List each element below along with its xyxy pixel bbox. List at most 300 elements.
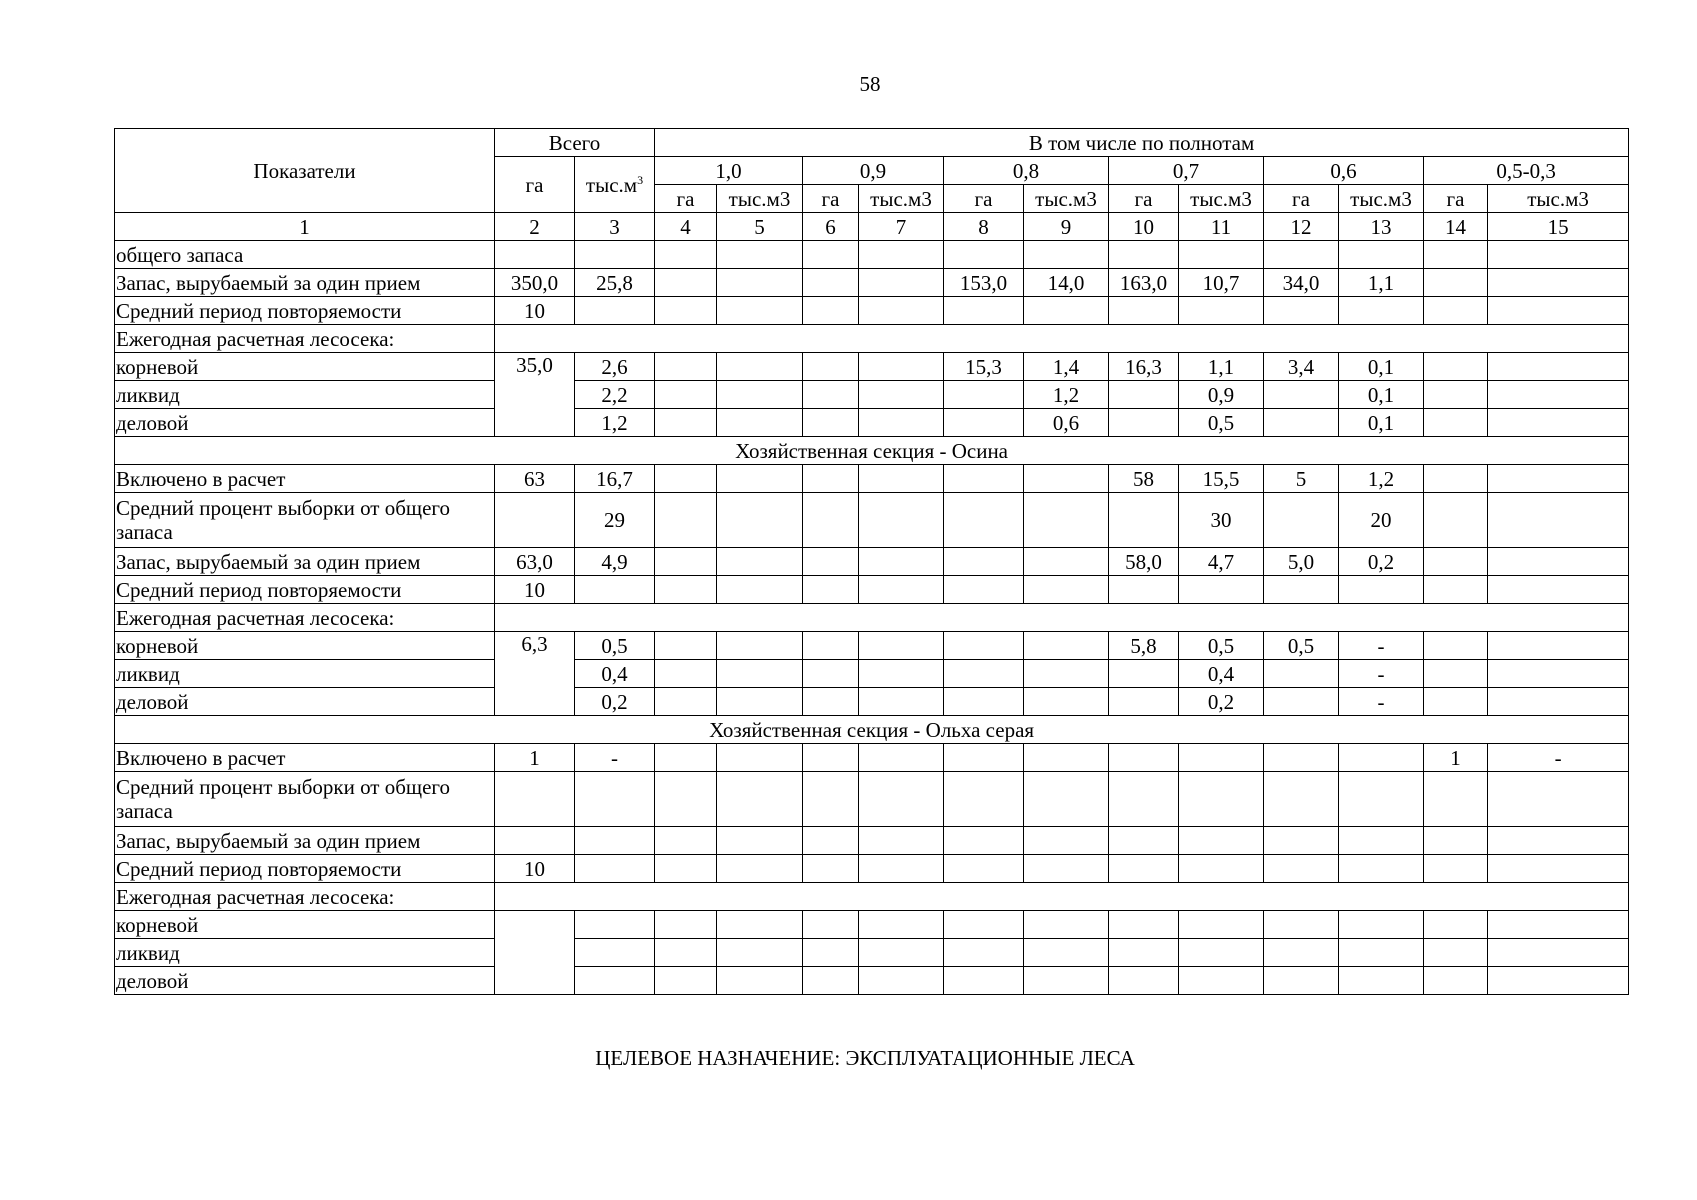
unit-thous-m3: тыс.м3 bbox=[859, 185, 944, 213]
table-cell: 0,2 bbox=[1179, 688, 1264, 716]
table-cell bbox=[1024, 772, 1109, 827]
table-cell bbox=[1179, 576, 1264, 604]
column-number: 8 bbox=[944, 213, 1024, 241]
table-cell bbox=[1488, 772, 1629, 827]
table-cell bbox=[1179, 939, 1264, 967]
table-cell bbox=[1109, 744, 1179, 772]
table-cell: 1,2 bbox=[1339, 465, 1424, 493]
table-cell bbox=[575, 576, 655, 604]
table-cell bbox=[1109, 967, 1179, 995]
table-cell bbox=[1424, 465, 1488, 493]
table-cell: 1,4 bbox=[1024, 353, 1109, 381]
table-cell bbox=[1024, 744, 1109, 772]
table-cell bbox=[944, 381, 1024, 409]
table-cell: 0,1 bbox=[1339, 409, 1424, 437]
table-cell bbox=[1488, 576, 1629, 604]
table-cell: 1,1 bbox=[1339, 269, 1424, 297]
table-cell bbox=[717, 855, 803, 883]
table-cell: 14,0 bbox=[1024, 269, 1109, 297]
table-cell: - bbox=[1339, 632, 1424, 660]
table-cell bbox=[859, 381, 944, 409]
row-label: Средний процент выборки от общего запаса bbox=[115, 493, 495, 548]
unit-thous-m3: тыс.м3 bbox=[717, 185, 803, 213]
table-cell bbox=[717, 827, 803, 855]
table-cell: 2,2 bbox=[575, 381, 655, 409]
table-cell bbox=[717, 967, 803, 995]
table-cell bbox=[1264, 827, 1339, 855]
table-cell: 20 bbox=[1339, 493, 1424, 548]
table-cell bbox=[575, 297, 655, 325]
row-label: Средний период повторяемости bbox=[115, 855, 495, 883]
table-cell bbox=[1264, 688, 1339, 716]
table-row bbox=[115, 967, 1629, 995]
table-cell bbox=[717, 660, 803, 688]
table-cell bbox=[655, 241, 717, 269]
table-cell: 6,3 bbox=[495, 632, 575, 716]
table-cell: 1,2 bbox=[575, 409, 655, 437]
table-row bbox=[115, 772, 1629, 827]
header-indicators: Показатели bbox=[115, 129, 495, 213]
table-cell bbox=[1339, 911, 1424, 939]
table-cell: 30 bbox=[1179, 493, 1264, 548]
table-cell bbox=[1179, 772, 1264, 827]
table-cell bbox=[1179, 827, 1264, 855]
table-cell: 3,4 bbox=[1264, 353, 1339, 381]
table-cell bbox=[859, 911, 944, 939]
table-cell bbox=[1024, 967, 1109, 995]
table-cell bbox=[803, 855, 859, 883]
table-cell bbox=[859, 409, 944, 437]
table-cell bbox=[1424, 911, 1488, 939]
column-number: 2 bbox=[495, 213, 575, 241]
table-cell: 25,8 bbox=[575, 269, 655, 297]
table-cell bbox=[1264, 409, 1339, 437]
table-cell bbox=[495, 911, 575, 995]
table-cell bbox=[1339, 855, 1424, 883]
row-spacer bbox=[495, 325, 1629, 353]
table-cell bbox=[655, 967, 717, 995]
table-cell bbox=[1424, 939, 1488, 967]
unit-thous-m3: тыс.м3 bbox=[1488, 185, 1629, 213]
table-cell: 63,0 bbox=[495, 548, 575, 576]
table-cell bbox=[1179, 967, 1264, 995]
table-cell: 34,0 bbox=[1264, 269, 1339, 297]
table-cell: - bbox=[1339, 660, 1424, 688]
table-cell bbox=[1179, 241, 1264, 269]
table-cell bbox=[1024, 548, 1109, 576]
table-cell bbox=[1339, 241, 1424, 269]
table-cell bbox=[655, 660, 717, 688]
table-cell bbox=[859, 269, 944, 297]
table-cell bbox=[1488, 660, 1629, 688]
table-cell bbox=[717, 911, 803, 939]
table-cell bbox=[944, 493, 1024, 548]
table-cell bbox=[1424, 967, 1488, 995]
table-cell bbox=[1424, 660, 1488, 688]
table-cell bbox=[944, 967, 1024, 995]
column-number: 15 bbox=[1488, 213, 1629, 241]
table-cell: 163,0 bbox=[1109, 269, 1179, 297]
table-cell bbox=[859, 632, 944, 660]
table-row bbox=[115, 883, 1629, 911]
table-cell: 153,0 bbox=[944, 269, 1024, 297]
section-header-row bbox=[115, 437, 1629, 465]
table-cell: 63 bbox=[495, 465, 575, 493]
table-cell bbox=[655, 409, 717, 437]
table-row bbox=[115, 325, 1629, 353]
table-cell bbox=[717, 297, 803, 325]
table-cell bbox=[1109, 772, 1179, 827]
table-cell bbox=[803, 744, 859, 772]
table-cell bbox=[495, 772, 575, 827]
row-label: Ежегодная расчетная лесосека: bbox=[115, 883, 495, 911]
table-cell bbox=[803, 632, 859, 660]
column-number: 12 bbox=[1264, 213, 1339, 241]
table-cell: 1,1 bbox=[1179, 353, 1264, 381]
table-cell bbox=[859, 493, 944, 548]
row-label: Средний период повторяемости bbox=[115, 297, 495, 325]
table-cell bbox=[944, 772, 1024, 827]
table-cell bbox=[655, 381, 717, 409]
table-cell bbox=[1024, 632, 1109, 660]
table-cell: 29 bbox=[575, 493, 655, 548]
table-cell bbox=[1179, 297, 1264, 325]
table-cell bbox=[1109, 660, 1179, 688]
table-cell bbox=[1264, 493, 1339, 548]
row-spacer bbox=[495, 883, 1629, 911]
table-cell bbox=[1488, 297, 1629, 325]
unit-ha: га bbox=[1109, 185, 1179, 213]
table-cell bbox=[944, 576, 1024, 604]
table-cell bbox=[944, 827, 1024, 855]
table-cell bbox=[803, 269, 859, 297]
table-cell bbox=[655, 465, 717, 493]
table-cell: 10 bbox=[495, 297, 575, 325]
table-row bbox=[115, 688, 1629, 716]
table-cell bbox=[1024, 911, 1109, 939]
table-cell bbox=[944, 911, 1024, 939]
column-number: 7 bbox=[859, 213, 944, 241]
table-cell bbox=[1109, 241, 1179, 269]
row-label: Включено в расчет bbox=[115, 465, 495, 493]
table-cell bbox=[655, 827, 717, 855]
table-cell: - bbox=[1339, 688, 1424, 716]
table-cell bbox=[717, 772, 803, 827]
table-cell bbox=[1264, 967, 1339, 995]
table-cell bbox=[1109, 381, 1179, 409]
table-cell: 5 bbox=[1264, 465, 1339, 493]
table-row bbox=[115, 409, 1629, 437]
row-label: ликвид bbox=[115, 939, 495, 967]
unit-thous-m3: тыс.м3 bbox=[1024, 185, 1109, 213]
table-cell bbox=[859, 576, 944, 604]
table-cell bbox=[1264, 772, 1339, 827]
table-cell bbox=[1488, 967, 1629, 995]
table-cell bbox=[1424, 827, 1488, 855]
table-cell bbox=[859, 353, 944, 381]
table-cell: 1 bbox=[1424, 744, 1488, 772]
table-cell bbox=[717, 465, 803, 493]
table-cell: 4,7 bbox=[1179, 548, 1264, 576]
table-row bbox=[115, 911, 1629, 939]
table-cell bbox=[655, 576, 717, 604]
column-number: 13 bbox=[1339, 213, 1424, 241]
table-row bbox=[115, 855, 1629, 883]
table-cell bbox=[1339, 744, 1424, 772]
footer-title: ЦЕЛЕВОЕ НАЗНАЧЕНИЕ: ЭКСПЛУАТАЦИОННЫЕ ЛЕСА bbox=[595, 1046, 1135, 1070]
table-cell: - bbox=[1488, 744, 1629, 772]
table-cell: 35,0 bbox=[495, 353, 575, 437]
table-cell bbox=[655, 493, 717, 548]
table-cell bbox=[495, 827, 575, 855]
table-cell: 58,0 bbox=[1109, 548, 1179, 576]
header-density-1: 1,0 bbox=[655, 157, 803, 185]
column-number: 6 bbox=[803, 213, 859, 241]
table-cell bbox=[717, 409, 803, 437]
table-cell bbox=[803, 297, 859, 325]
table-cell: 0,9 bbox=[1179, 381, 1264, 409]
table-cell bbox=[655, 297, 717, 325]
column-number: 4 bbox=[655, 213, 717, 241]
table-cell bbox=[1264, 855, 1339, 883]
table-cell bbox=[944, 632, 1024, 660]
table-cell bbox=[859, 688, 944, 716]
table-cell bbox=[1488, 548, 1629, 576]
table-cell: - bbox=[575, 744, 655, 772]
table-cell bbox=[1488, 353, 1629, 381]
table-cell bbox=[1264, 297, 1339, 325]
table-cell: 0,5 bbox=[575, 632, 655, 660]
table-cell bbox=[803, 660, 859, 688]
table-cell bbox=[1488, 632, 1629, 660]
table-cell: 0,5 bbox=[1179, 409, 1264, 437]
table-cell bbox=[1424, 493, 1488, 548]
table-cell bbox=[575, 911, 655, 939]
table-cell bbox=[1488, 855, 1629, 883]
row-label: общего запаса bbox=[115, 241, 495, 269]
table-cell bbox=[1024, 855, 1109, 883]
table-cell bbox=[655, 939, 717, 967]
table-cell bbox=[803, 939, 859, 967]
table-cell bbox=[803, 688, 859, 716]
table-cell bbox=[1339, 967, 1424, 995]
table-cell bbox=[859, 772, 944, 827]
table-cell: 0,1 bbox=[1339, 353, 1424, 381]
row-label: корневой bbox=[115, 353, 495, 381]
table-cell: 16,7 bbox=[575, 465, 655, 493]
table-cell bbox=[803, 772, 859, 827]
forest-use-table bbox=[114, 128, 1629, 995]
table-cell bbox=[1179, 744, 1264, 772]
table-cell bbox=[859, 967, 944, 995]
table-cell bbox=[655, 269, 717, 297]
table-cell bbox=[944, 297, 1024, 325]
table-cell bbox=[1424, 576, 1488, 604]
column-number: 3 bbox=[575, 213, 655, 241]
table-cell bbox=[859, 827, 944, 855]
table-row bbox=[115, 744, 1629, 772]
table-cell bbox=[655, 353, 717, 381]
table-cell bbox=[803, 465, 859, 493]
column-number: 14 bbox=[1424, 213, 1488, 241]
table-row bbox=[115, 660, 1629, 688]
table-cell bbox=[803, 827, 859, 855]
table-cell bbox=[859, 297, 944, 325]
table-cell bbox=[717, 688, 803, 716]
table-cell bbox=[1339, 827, 1424, 855]
table-cell bbox=[1024, 939, 1109, 967]
table-cell bbox=[1488, 827, 1629, 855]
table-cell bbox=[1109, 688, 1179, 716]
header-density-4: 0,7 bbox=[1109, 157, 1264, 185]
column-number: 11 bbox=[1179, 213, 1264, 241]
row-label: Запас, вырубаемый за один прием bbox=[115, 827, 495, 855]
table-cell bbox=[495, 241, 575, 269]
table-cell bbox=[803, 576, 859, 604]
row-label: корневой bbox=[115, 632, 495, 660]
table-row bbox=[115, 269, 1629, 297]
table-cell: 5,0 bbox=[1264, 548, 1339, 576]
table-cell bbox=[1488, 465, 1629, 493]
table-cell bbox=[859, 660, 944, 688]
table-cell bbox=[1109, 855, 1179, 883]
table-cell bbox=[717, 241, 803, 269]
table-cell bbox=[1109, 409, 1179, 437]
table-cell bbox=[803, 493, 859, 548]
table-cell: 10 bbox=[495, 576, 575, 604]
table-cell bbox=[717, 269, 803, 297]
table-cell bbox=[803, 911, 859, 939]
table-row bbox=[115, 939, 1629, 967]
table-cell bbox=[944, 409, 1024, 437]
table-cell: 0,2 bbox=[1339, 548, 1424, 576]
table-cell bbox=[1024, 827, 1109, 855]
table-cell bbox=[655, 855, 717, 883]
table-cell: 15,5 bbox=[1179, 465, 1264, 493]
table-cell bbox=[944, 548, 1024, 576]
table-cell bbox=[1264, 381, 1339, 409]
unit-ha: га bbox=[1424, 185, 1488, 213]
header-total-ha: га bbox=[495, 157, 575, 213]
table-row bbox=[115, 548, 1629, 576]
table-cell bbox=[1109, 576, 1179, 604]
table-cell bbox=[1109, 827, 1179, 855]
unit-ha: га bbox=[944, 185, 1024, 213]
table-cell bbox=[717, 493, 803, 548]
table-cell bbox=[717, 632, 803, 660]
table-cell bbox=[803, 353, 859, 381]
table-cell: 58 bbox=[1109, 465, 1179, 493]
table-cell bbox=[1424, 855, 1488, 883]
unit-thous-m3: тыс.м3 bbox=[1339, 185, 1424, 213]
row-label: Запас, вырубаемый за один прием bbox=[115, 269, 495, 297]
table-cell bbox=[575, 827, 655, 855]
table-cell bbox=[575, 772, 655, 827]
row-label: Запас, вырубаемый за один прием bbox=[115, 548, 495, 576]
table-cell bbox=[1024, 660, 1109, 688]
table-cell bbox=[655, 548, 717, 576]
table-cell bbox=[859, 855, 944, 883]
table-cell bbox=[1488, 688, 1629, 716]
table-cell: 350,0 bbox=[495, 269, 575, 297]
table-cell bbox=[1179, 911, 1264, 939]
section-title: Хозяйственная секция - Осина bbox=[115, 437, 1629, 465]
column-number: 9 bbox=[1024, 213, 1109, 241]
table-cell bbox=[803, 241, 859, 269]
table-cell bbox=[1424, 548, 1488, 576]
table-cell bbox=[1488, 911, 1629, 939]
table-cell bbox=[944, 688, 1024, 716]
table-cell bbox=[717, 548, 803, 576]
table-cell bbox=[1109, 939, 1179, 967]
table-cell bbox=[1424, 409, 1488, 437]
table-cell bbox=[717, 744, 803, 772]
table-cell bbox=[1424, 688, 1488, 716]
table-cell bbox=[1264, 744, 1339, 772]
table-cell bbox=[1109, 911, 1179, 939]
table-cell bbox=[655, 772, 717, 827]
table-cell bbox=[655, 632, 717, 660]
table-cell bbox=[1424, 381, 1488, 409]
table-cell: 5,8 bbox=[1109, 632, 1179, 660]
table-cell: 16,3 bbox=[1109, 353, 1179, 381]
table-cell bbox=[1339, 297, 1424, 325]
table-cell bbox=[717, 381, 803, 409]
table-row bbox=[115, 353, 1629, 381]
row-label: деловой bbox=[115, 688, 495, 716]
table-cell bbox=[1024, 297, 1109, 325]
table-cell: 0,6 bbox=[1024, 409, 1109, 437]
table-cell bbox=[944, 465, 1024, 493]
table-cell bbox=[859, 465, 944, 493]
table-cell: 0,5 bbox=[1179, 632, 1264, 660]
header-density-5: 0,6 bbox=[1264, 157, 1424, 185]
table-cell bbox=[1339, 576, 1424, 604]
table-cell bbox=[944, 660, 1024, 688]
table-cell bbox=[859, 241, 944, 269]
table-cell bbox=[1264, 911, 1339, 939]
table-cell: 1 bbox=[495, 744, 575, 772]
table-cell: 2,6 bbox=[575, 353, 655, 381]
table-cell bbox=[859, 939, 944, 967]
header-by-density: В том числе по полнотам bbox=[655, 129, 1629, 157]
header-density-2: 0,9 bbox=[803, 157, 944, 185]
table-cell bbox=[944, 744, 1024, 772]
table-row bbox=[115, 241, 1629, 269]
table-row bbox=[115, 493, 1629, 548]
table-cell bbox=[803, 381, 859, 409]
table-cell bbox=[1024, 576, 1109, 604]
table-cell bbox=[1339, 939, 1424, 967]
section-title: Хозяйственная секция - Ольха серая bbox=[115, 716, 1629, 744]
header-density-3: 0,8 bbox=[944, 157, 1109, 185]
column-number: 1 bbox=[115, 213, 495, 241]
header-density-6: 0,5-0,3 bbox=[1424, 157, 1629, 185]
table-cell bbox=[859, 548, 944, 576]
table-row bbox=[115, 827, 1629, 855]
unit-thous-m3: тыс.м3 bbox=[1179, 185, 1264, 213]
table-row bbox=[115, 465, 1629, 493]
row-label: ликвид bbox=[115, 660, 495, 688]
page-number: 58 bbox=[859, 72, 881, 96]
table-cell bbox=[575, 939, 655, 967]
table-cell: 15,3 bbox=[944, 353, 1024, 381]
table-cell: 4,9 bbox=[575, 548, 655, 576]
header-total-thous-m3: $тыс.м^3$ bbox=[575, 157, 655, 213]
table-cell: 0,4 bbox=[575, 660, 655, 688]
table-cell: 0,1 bbox=[1339, 381, 1424, 409]
table-cell bbox=[1024, 241, 1109, 269]
